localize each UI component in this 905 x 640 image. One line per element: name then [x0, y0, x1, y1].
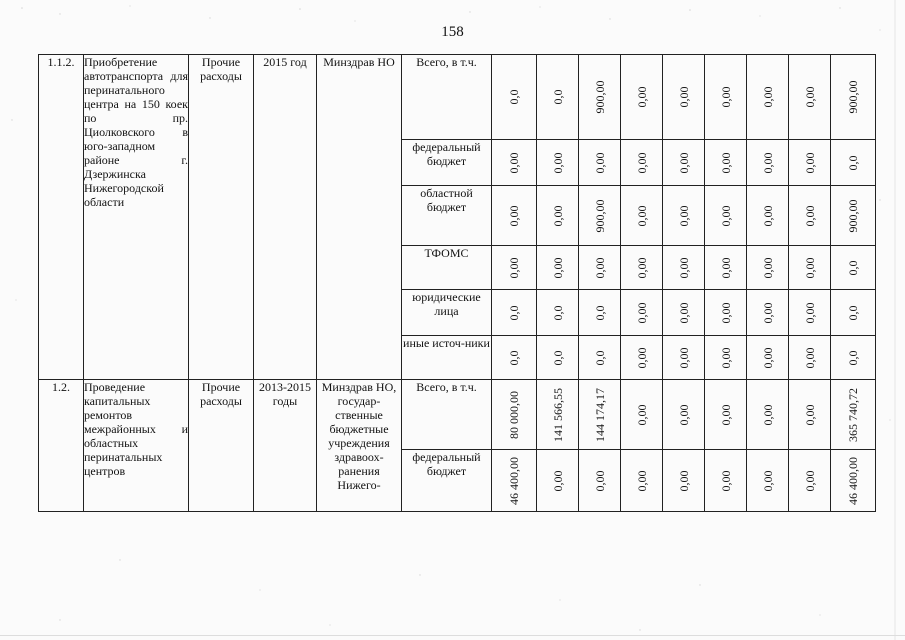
amount-cell [705, 290, 747, 336]
amount-value: 0,0 [592, 350, 607, 365]
amount-value: 0,00 [760, 152, 775, 173]
funding-source: юридические лица [402, 290, 492, 336]
amount-value: 0,00 [760, 257, 775, 278]
amount-value: 0,00 [676, 152, 691, 173]
amount-cell [789, 55, 831, 140]
amount-value: 0,0 [846, 305, 860, 320]
amount-cell [621, 450, 663, 512]
amount-value: 0,00 [634, 347, 649, 368]
page-edge [0, 635, 905, 636]
amount-value: 80 000,00 [507, 390, 521, 439]
amount-value: 0,00 [718, 257, 733, 278]
amount-cell [579, 186, 621, 246]
amount-value: 0,00 [802, 257, 817, 278]
amount-value: 0,00 [676, 205, 691, 226]
item-name: Проведение капитальных ремонтов межрайонных и областных перинатальных центров [84, 380, 189, 512]
amount-cell [747, 336, 789, 380]
table-row [39, 380, 876, 450]
amount-value: 0,00 [507, 257, 521, 278]
amount-cell [537, 55, 579, 140]
amount-value: 0,00 [550, 470, 565, 491]
amount-cell [537, 290, 579, 336]
amount-cell [621, 290, 663, 336]
amount-cell [747, 246, 789, 290]
amount-cell [579, 140, 621, 186]
amount-value: 0,0 [846, 350, 860, 365]
amount-value: 0,00 [718, 205, 733, 226]
amount-cell [492, 290, 537, 336]
amount-cell [492, 55, 537, 140]
amount-cell [789, 290, 831, 336]
amount-cell [831, 380, 876, 450]
amount-cell [621, 55, 663, 140]
amount-cell [537, 450, 579, 512]
amount-value: 0,00 [760, 404, 775, 425]
amount-cell [663, 290, 705, 336]
executor: Минздрав НО, государ-ственные бюджетные учреждения здравоох-ранения Нижего- [317, 380, 402, 512]
amount-value: 0,00 [802, 152, 817, 173]
amount-cell [747, 380, 789, 450]
amount-cell [492, 140, 537, 186]
amount-cell [705, 186, 747, 246]
amount-value: 0,0 [507, 89, 521, 105]
amount-cell [492, 380, 537, 450]
amount-cell [705, 380, 747, 450]
amount-value: 0,0 [507, 350, 521, 365]
table-row [39, 55, 876, 140]
amount-cell [579, 290, 621, 336]
amount-value: 0,00 [634, 257, 649, 278]
amount-value: 0,00 [550, 205, 565, 226]
amount-cell [621, 140, 663, 186]
implementation-period: 2015 год [254, 55, 317, 380]
amount-cell [663, 380, 705, 450]
amount-cell [831, 290, 876, 336]
amount-cell [579, 336, 621, 380]
funding-source: Всего, в т.ч. [402, 55, 492, 140]
amount-value: 0,00 [676, 257, 691, 278]
amount-value: 0,00 [760, 347, 775, 368]
amount-value: 0,0 [846, 155, 860, 170]
amount-cell [831, 246, 876, 290]
amount-value: 0,00 [634, 470, 649, 491]
funding-source: федеральный бюджет [402, 140, 492, 186]
amount-value: 0,0 [592, 305, 607, 320]
amount-value: 0,00 [676, 302, 691, 323]
amount-cell [621, 186, 663, 246]
amount-cell [789, 450, 831, 512]
amount-value: 0,0 [550, 89, 565, 105]
amount-value: 0,00 [718, 86, 733, 108]
amount-cell [747, 450, 789, 512]
amount-value: 900,00 [846, 199, 860, 232]
amount-value: 0,00 [718, 347, 733, 368]
amount-cell [747, 290, 789, 336]
amount-cell [492, 450, 537, 512]
amount-value: 0,00 [676, 404, 691, 425]
amount-value: 365 740,72 [846, 387, 860, 442]
amount-cell [831, 140, 876, 186]
amount-value: 0,00 [760, 86, 775, 108]
amount-value: 0,0 [550, 305, 565, 320]
amount-value: 0,00 [507, 205, 521, 226]
funding-source: областной бюджет [402, 186, 492, 246]
amount-cell [621, 246, 663, 290]
amount-cell [621, 380, 663, 450]
amount-value: 0,00 [634, 152, 649, 173]
amount-value: 900,00 [592, 199, 607, 232]
amount-value: 0,0 [846, 260, 860, 275]
amount-cell [789, 246, 831, 290]
amount-value: 0,00 [676, 347, 691, 368]
amount-value: 0,00 [802, 302, 817, 323]
amount-cell [579, 450, 621, 512]
amount-value: 0,00 [634, 302, 649, 323]
amount-value: 0,00 [592, 470, 607, 491]
amount-cell [663, 450, 705, 512]
amount-cell [747, 140, 789, 186]
amount-cell [579, 380, 621, 450]
amount-value: 0,00 [760, 302, 775, 323]
amount-cell [747, 55, 789, 140]
amount-value: 0,00 [718, 152, 733, 173]
amount-cell [789, 140, 831, 186]
implementation-period: 2013-2015 годы [254, 380, 317, 512]
executor: Минздрав НО [317, 55, 402, 380]
amount-value: 0,00 [592, 152, 607, 173]
amount-cell [663, 336, 705, 380]
amount-cell [579, 55, 621, 140]
amount-cell [789, 380, 831, 450]
budget-table [38, 54, 876, 512]
amount-cell [492, 246, 537, 290]
expense-type: Прочие расходы [189, 55, 254, 380]
amount-cell [831, 186, 876, 246]
amount-value: 900,00 [592, 80, 607, 114]
amount-cell [831, 55, 876, 140]
funding-source: федеральный бюджет [402, 450, 492, 512]
item-number: 1.2. [39, 380, 84, 512]
amount-value: 0,00 [550, 257, 565, 278]
amount-value: 0,00 [676, 86, 691, 108]
amount-value: 0,00 [550, 152, 565, 173]
amount-cell [537, 380, 579, 450]
amount-cell [831, 336, 876, 380]
amount-cell [579, 246, 621, 290]
amount-value: 0,00 [802, 404, 817, 425]
amount-value: 0,00 [676, 470, 691, 491]
amount-value: 0,00 [802, 470, 817, 491]
amount-cell [492, 186, 537, 246]
amount-value: 0,00 [634, 404, 649, 425]
amount-cell [705, 336, 747, 380]
item-number: 1.1.2. [39, 55, 84, 380]
amount-cell [705, 55, 747, 140]
amount-cell [789, 186, 831, 246]
amount-value: 0,00 [760, 470, 775, 491]
expense-type: Прочие расходы [189, 380, 254, 512]
page-number: 158 [441, 24, 464, 40]
amount-value: 0,00 [507, 152, 521, 173]
amount-cell [705, 140, 747, 186]
amount-value: 141 566,55 [550, 387, 565, 442]
amount-value: 46 400,00 [846, 456, 860, 505]
amount-cell [621, 336, 663, 380]
amount-value: 0,0 [507, 305, 521, 320]
amount-cell [789, 336, 831, 380]
amount-value: 0,00 [760, 205, 775, 226]
amount-cell [537, 186, 579, 246]
amount-value: 900,00 [846, 80, 860, 114]
amount-value: 144 174,17 [592, 387, 607, 442]
amount-cell [537, 140, 579, 186]
amount-cell [705, 246, 747, 290]
amount-cell [537, 336, 579, 380]
amount-value: 46 400,00 [507, 456, 521, 505]
amount-cell [705, 450, 747, 512]
amount-cell [537, 246, 579, 290]
amount-cell [831, 450, 876, 512]
amount-cell [663, 246, 705, 290]
amount-value: 0,0 [550, 350, 565, 365]
funding-source: иные источ-ники [402, 336, 492, 380]
amount-value: 0,00 [592, 257, 607, 278]
amount-cell [663, 186, 705, 246]
amount-cell [747, 186, 789, 246]
amount-cell [492, 336, 537, 380]
amount-value: 0,00 [718, 470, 733, 491]
amount-value: 0,00 [802, 205, 817, 226]
amount-cell [663, 55, 705, 140]
funding-source: ТФОМС [402, 246, 492, 290]
amount-value: 0,00 [634, 86, 649, 108]
amount-value: 0,00 [802, 347, 817, 368]
amount-value: 0,00 [718, 302, 733, 323]
amount-value: 0,00 [802, 86, 817, 108]
amount-value: 0,00 [634, 205, 649, 226]
item-name: Приобретение автотранспорта для перинатального центра на 150 коек по пр. Циолковского в юго-западном районе г. Дзержинска Нижегородской области [84, 55, 189, 380]
amount-cell [663, 140, 705, 186]
funding-source: Всего, в т.ч. [402, 380, 492, 450]
amount-value: 0,00 [718, 404, 733, 425]
